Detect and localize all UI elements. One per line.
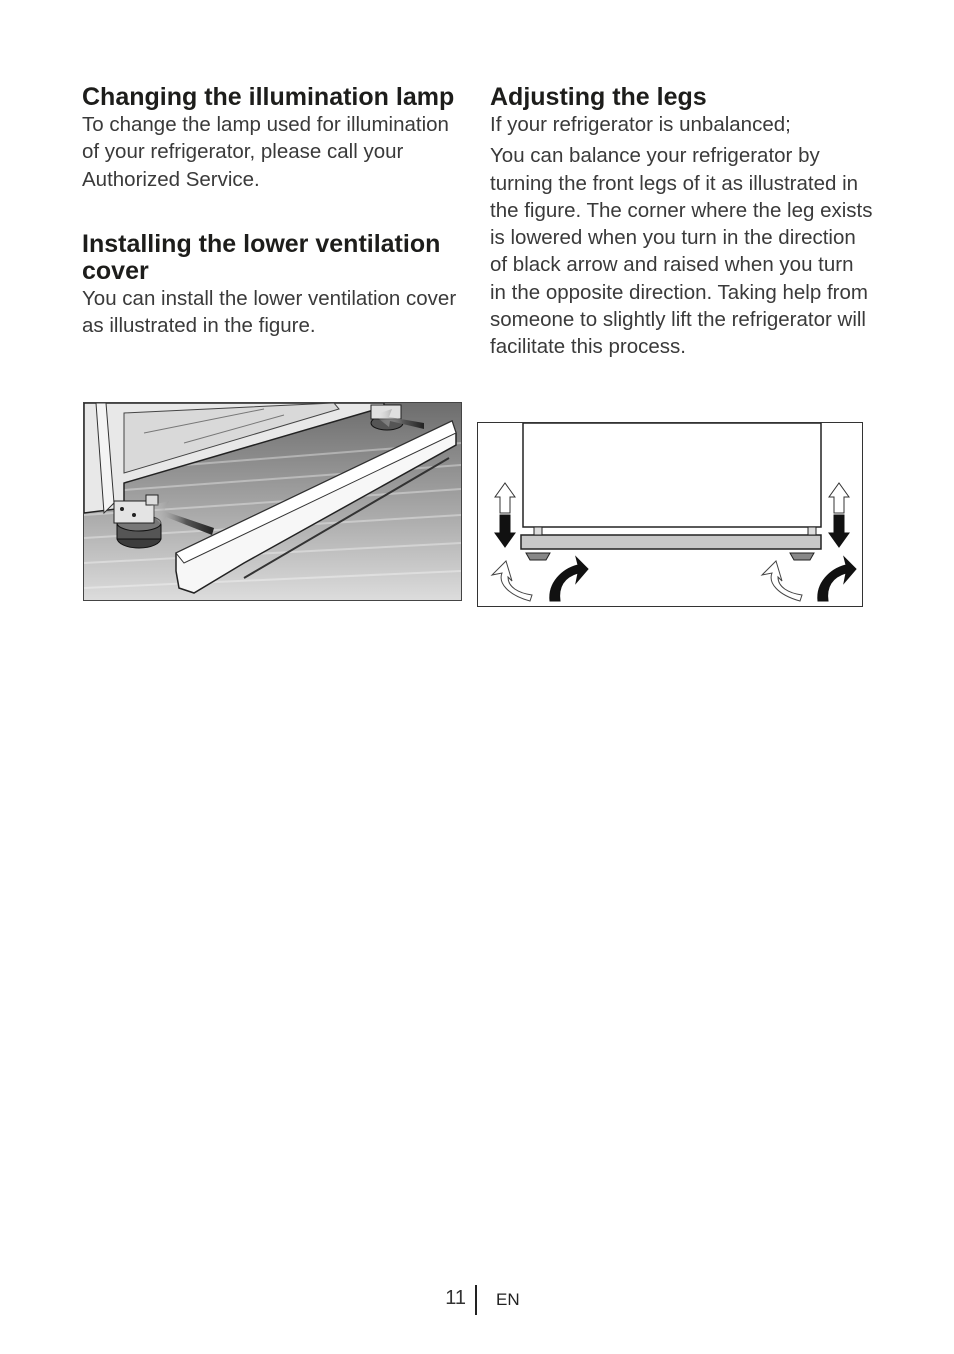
section-title-illumination-lamp: Changing the illumination lamp bbox=[82, 83, 455, 111]
section-body-illumination-lamp: To change the lamp used for illumination of your refrigerator, please call your Authorized Service. bbox=[82, 113, 449, 191]
section-intro-adjusting-legs: If your refrigerator is unbalanced; bbox=[490, 113, 791, 136]
adjusting-legs-illustration bbox=[477, 422, 863, 607]
section-body-adjusting-legs: You can balance your refrigerator by turning the front legs of it as illustrated in the figure. The corner where the leg exists is lowered when you turn in the direction of black arrow and raised when you turn in the opposite direction. Taking help from someone to slightly lift the refrigerator will facilitate this process. bbox=[490, 144, 873, 359]
language-code: EN bbox=[496, 1290, 520, 1309]
section-title-adjusting-legs: Adjusting the legs bbox=[490, 83, 707, 111]
right-up-down-arrows bbox=[829, 483, 849, 547]
footer-divider bbox=[475, 1285, 477, 1315]
ventilation-cover-illustration bbox=[83, 402, 462, 601]
page-number: 11 bbox=[445, 1287, 466, 1309]
section-body-ventilation-cover: You can install the lower ventilation cover as illustrated in the figure. bbox=[82, 286, 457, 338]
section-title-ventilation-cover: Installing the lower ventilation cover bbox=[82, 229, 441, 285]
right-column bbox=[490, 84, 875, 361]
left-up-down-arrows bbox=[495, 483, 515, 547]
left-column bbox=[82, 84, 462, 339]
page-footer bbox=[0, 1285, 954, 1315]
